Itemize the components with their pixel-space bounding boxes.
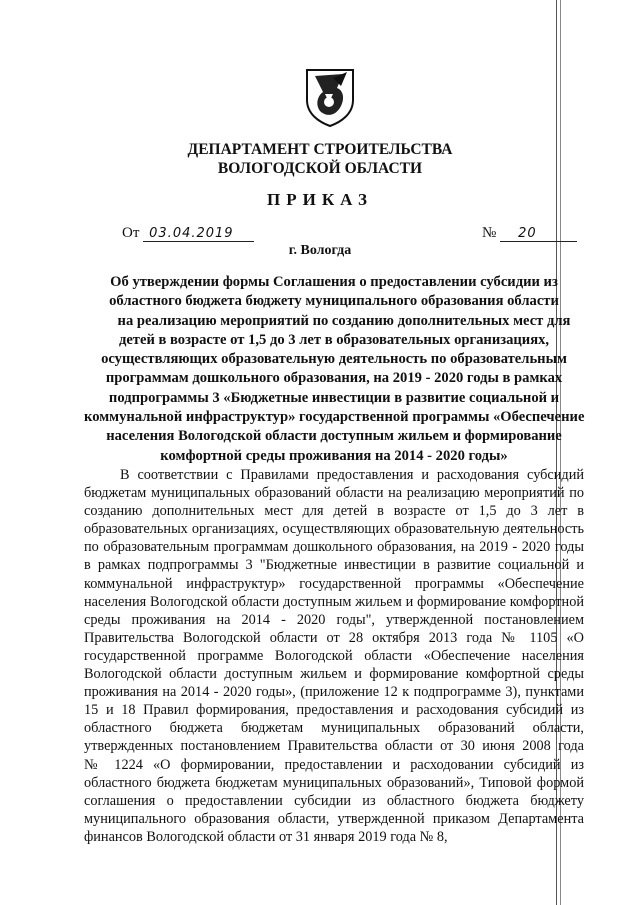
body-line: по образовательным программам дошкольного образования, на 2019 - 2020 годы [84, 539, 584, 556]
body-line: муниципального образования области, утвержденной приказом Департамента [84, 810, 584, 827]
body-line: областного бюджета бюджетам муниципальных образований», Типовой формой [84, 774, 584, 791]
number-field [482, 225, 577, 242]
body-line: населения Вологодской области доступным жильем и формирование комфортной [84, 593, 584, 610]
body-line: финансов Вологодской области от 31 января 2019 года № 8, [84, 828, 448, 845]
body-line: областного бюджета бюджетам муниципальных образований области, [84, 720, 584, 737]
body-line: 15 и 18 Правил формирования, предоставления и расходования субсидий из [84, 702, 584, 719]
subject-line: на реализацию мероприятий по созданию дополнительных мест для [117, 312, 571, 329]
body-line: № 1224 «О формировании, предоставлении и расходовании субсидий из [84, 756, 584, 773]
order-body [84, 466, 584, 846]
city-name: г. Вологда [288, 243, 352, 258]
number-value: 20 [500, 226, 577, 242]
body-line: проживания на 2014 - 2020 годы», (приложение 12 к подпрограмме 3), пунктами [84, 684, 584, 701]
coat-of-arms-emblem [303, 66, 357, 128]
body-line: в рамках подпрограммы 3 "Бюджетные инвестиции в развитие социальной и [84, 557, 584, 574]
document-type-heading: ПРИКАЗ [267, 190, 373, 209]
body-line: Вологодской области доступным жильем и формирование комфортной среды [84, 666, 584, 683]
subject-line: коммунальной инфраструктур» государственной программы «Обеспечение [84, 409, 585, 426]
department-line-2: ВОЛОГОДСКОЙ ОБЛАСТИ [217, 160, 423, 177]
subject-line: областного бюджета бюджету муниципального образования области [109, 293, 559, 310]
department-line-1: ДЕПАРТАМЕНТ СТРОИТЕЛЬСТВА [187, 141, 453, 158]
date-label: От [122, 225, 140, 241]
subject-line: осуществляющих образовательную деятельность по образовательным [101, 351, 567, 368]
body-line: созданию дополнительных мест для детей в возрасте от 1,5 до 3 лет в [84, 503, 584, 520]
subject-line: Об утверждении формы Соглашения о предоставлении субсидии из [110, 274, 558, 290]
body-line: образовательных организациях, осуществляющих образовательную деятельность [84, 521, 584, 538]
body-line: утвержденных постановлением Правительства области от 30 июня 2008 года [84, 738, 584, 755]
body-line: бюджетам муниципальных образований области на реализацию мероприятий по [84, 485, 584, 502]
number-label: № [482, 225, 497, 241]
order-subject [84, 273, 584, 466]
subject-line: подпрограммы 3 «Бюджетные инвестиции в развитие социальной и [108, 389, 560, 406]
subject-line: населения Вологодской области доступным жильем и формирование [106, 428, 562, 445]
date-value: 03.04.2019 [143, 226, 253, 242]
body-line: соглашения о предоставлении субсидии из областного бюджета бюджету [84, 792, 584, 809]
body-line: государственной программе Вологодской области «Обеспечение населения [84, 647, 584, 664]
subject-line: программам дошкольного образования, на 2019 - 2020 годы в рамках [105, 370, 563, 387]
subject-line: комфортной среды проживания на 2014 - 2020 годы» [160, 447, 508, 464]
body-line: коммунальной инфраструктур» государственной программы «Обеспечение [84, 575, 584, 592]
subject-line: детей в возрасте от 1,5 до 3 лет в образовательных организациях, [118, 331, 550, 348]
body-line: среды проживания на 2014 - 2020 годы", утвержденной постановлением [84, 611, 584, 628]
body-line: В соответствии с Правилами предоставления и расходования субсидий [120, 467, 584, 483]
date-field [122, 225, 254, 242]
body-line: Правительства Вологодской области от 28 октября 2013 года № 1105 «О [84, 629, 584, 646]
department-title [0, 140, 640, 178]
